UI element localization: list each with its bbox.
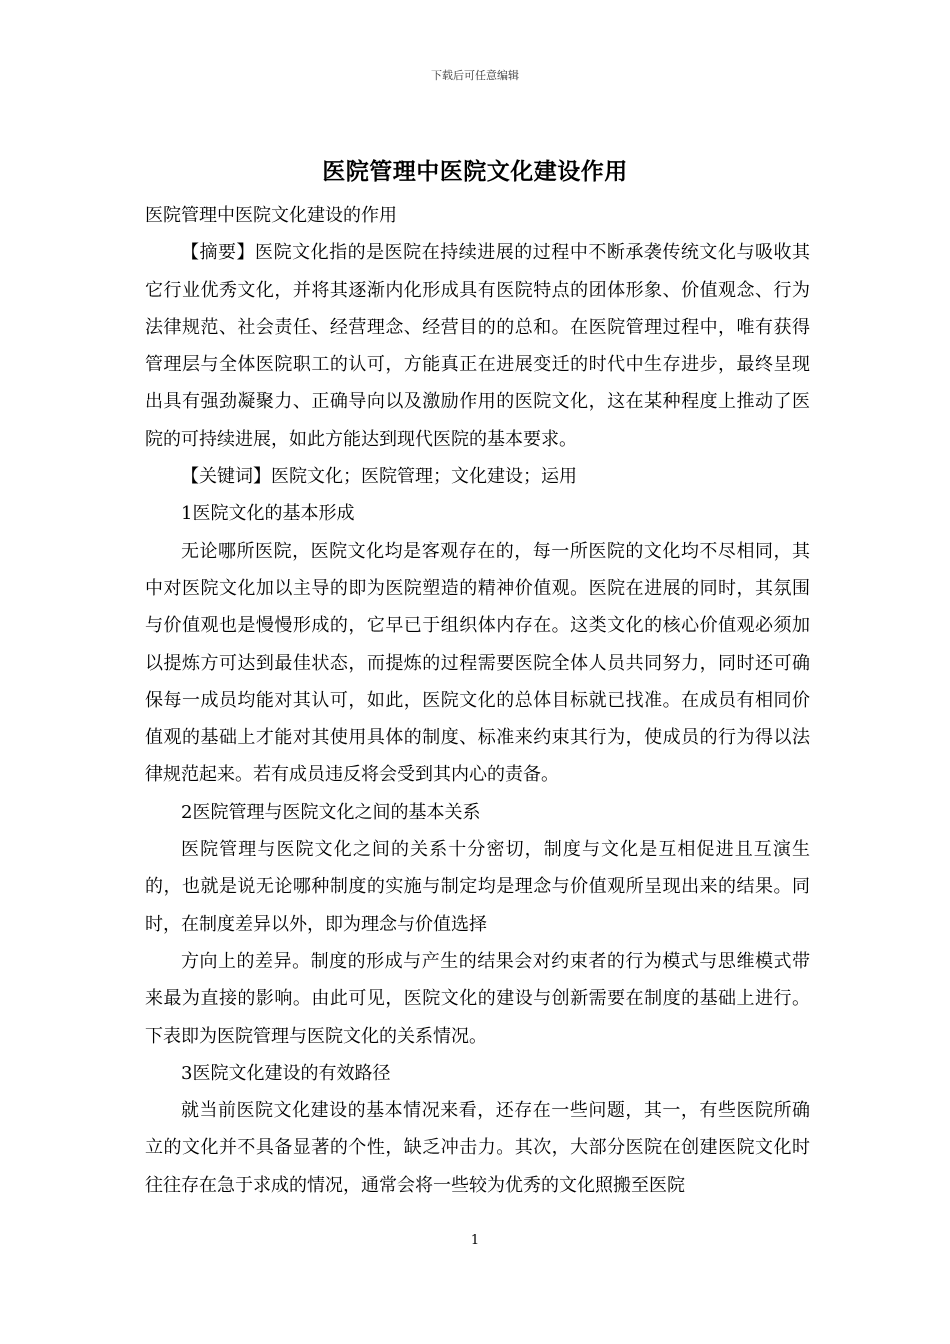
document-title: 医院管理中医院文化建设作用: [322, 158, 628, 185]
section-heading-2: 2医院管理与医院文化之间的基本关系: [181, 801, 481, 823]
section-1-paragraph-1: 无论哪所医院，医院文化均是客观存在的，每一所医院的文化均不尽相同，其中对医院文化加以主导的即为医院塑造的精神价值观。医院在进展的同时，其氛围与价值观也是慢慢形成的，它早已于组织体内存在。这类文化的核心价值观必须加以提炼方可达到最佳状态，而提炼的过程需要医院全体人员共同努力，同时还可确保每一成员均能对其认可，如此，医院文化的总体目标就已找准。在成员有相同价值观的基础上才能对其使用具体的制度、标准来约束其行为，使成员的行为得以法律规范起来。若有成员违反将会受到其内心的责备。: [145, 540, 810, 786]
document-body: [145, 197, 810, 1204]
document-subtitle: 医院管理中医院文化建设的作用: [145, 205, 397, 226]
section-2-paragraph-1: 医院管理与医院文化之间的关系十分密切，制度与文化是互相促进且互演生的，也就是说无论哪种制度的实施与制定均是理念与价值观所呈现出来的结果。同时，在制度差异以外，即为理念与价值选择: [145, 839, 810, 935]
page-number: 1: [470, 1233, 480, 1248]
section-heading-3: 3医院文化建设的有效路径: [181, 1062, 391, 1084]
abstract-paragraph: 【摘要】医院文化指的是医院在持续进展的过程中不断承袭传统文化与吸收其它行业优秀文化，并将其逐渐内化形成具有医院特点的团体形象、价值观念、行为法律规范、社会责任、经营理念、经营目的的总和。在医院管理过程中，唯有获得管理层与全体医院职工的认可，方能真正在进展变迁的时代中生存进步，最终呈现出具有强劲凝聚力、正确导向以及激励作用的医院文化，这在某种程度上推动了医院的可持续进展，如此方能达到现代医院的基本要求。: [145, 242, 810, 450]
header-note: 下载后可任意编辑: [431, 69, 519, 82]
keywords-paragraph: 【关键词】医院文化；医院管理；文化建设；运用: [181, 466, 577, 488]
section-3-paragraph-1: 就当前医院文化建设的基本情况来看，还存在一些问题，其一，有些医院所确立的文化并不具备显著的个性，缺乏冲击力。其次，大部分医院在创建医院文化时往往存在急于求成的情况，通常会将一些较为优秀的文化照搬至医院: [145, 1100, 810, 1196]
section-heading-1: 1医院文化的基本形成: [181, 503, 355, 525]
section-2-paragraph-2: 方向上的差异。制度的形成与产生的结果会对约束者的行为模式与思维模式带来最为直接的影响。由此可见，医院文化的建设与创新需要在制度的基础上进行。下表即为医院管理与医院文化的关系情况。: [145, 950, 810, 1047]
